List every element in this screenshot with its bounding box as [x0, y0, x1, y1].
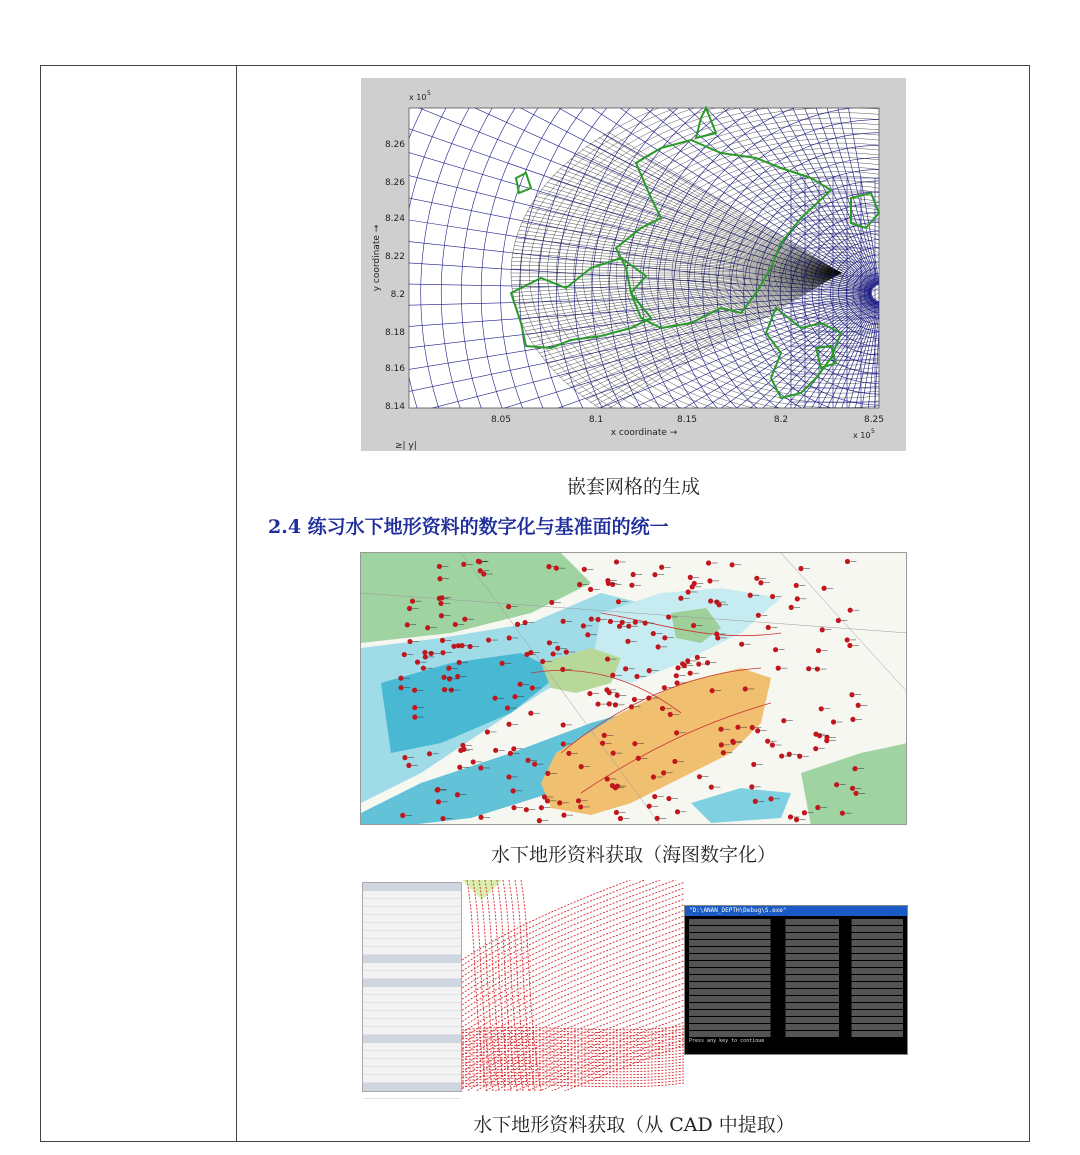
sounding-point: [743, 686, 748, 691]
sounding-point: [566, 751, 571, 756]
sounding-point: [668, 712, 673, 717]
sounding-point: [581, 623, 586, 628]
sounding-point: [471, 759, 476, 764]
sounding-point: [798, 566, 803, 571]
sounding-point: [856, 703, 861, 708]
sounding-point: [525, 758, 530, 763]
sounding-point: [493, 748, 498, 753]
sounding-point: [605, 656, 610, 661]
sounding-point: [717, 602, 722, 607]
sounding-point: [847, 643, 852, 648]
y-exponent-label: x 10: [409, 93, 427, 102]
sounding-point: [672, 759, 677, 764]
sounding-point: [427, 751, 432, 756]
sounding-point: [633, 620, 638, 625]
sounding-point: [831, 719, 836, 724]
sounding-point: [750, 725, 755, 730]
sounding-point: [795, 596, 800, 601]
sounding-point: [511, 746, 516, 751]
sounding-point: [528, 650, 533, 655]
sounding-point: [697, 774, 702, 779]
sounding-point: [440, 816, 445, 821]
sounding-point: [706, 560, 711, 565]
sounding-point: [768, 796, 773, 801]
sounding-point: [675, 809, 680, 814]
sounding-point: [436, 799, 441, 804]
sounding-point: [756, 613, 761, 618]
sounding-point: [506, 774, 511, 779]
sounding-point: [576, 798, 581, 803]
sounding-point: [773, 647, 778, 652]
sounding-point: [690, 584, 695, 589]
sounding-point: [511, 788, 516, 793]
sounding-point: [806, 666, 811, 671]
sounding-point: [478, 815, 483, 820]
sounding-point: [478, 765, 483, 770]
sounding-point: [813, 746, 818, 751]
sounding-point: [507, 635, 512, 640]
sounding-point: [600, 741, 605, 746]
sounding-point: [631, 572, 636, 577]
sounding-point: [422, 650, 427, 655]
terminal-window: [684, 905, 908, 1055]
sounding-point: [462, 617, 467, 622]
sounding-point: [524, 807, 529, 812]
sounding-point: [461, 562, 466, 567]
sounding-point: [680, 661, 685, 666]
sounding-point: [607, 701, 612, 706]
sounding-point: [437, 596, 442, 601]
sounding-point: [486, 637, 491, 642]
sounding-point: [802, 810, 807, 815]
sounding-point: [666, 614, 671, 619]
sounding-point: [537, 818, 542, 823]
sounding-point: [511, 805, 516, 810]
sounding-point: [604, 687, 609, 692]
sounding-point: [398, 676, 403, 681]
y-axis-label: y coordinate →: [372, 224, 382, 292]
sounding-point: [853, 791, 858, 796]
sounding-point: [755, 728, 760, 733]
terminal-row: [689, 926, 903, 932]
sounding-point: [730, 739, 735, 744]
sounding-point: [656, 644, 661, 649]
sounding-point: [819, 706, 824, 711]
sounding-point: [429, 651, 434, 656]
nautical-chart-figure: [360, 552, 907, 825]
sounding-point: [660, 706, 665, 711]
sounding-point: [652, 794, 657, 799]
terminal-row: [689, 996, 903, 1002]
x-axis-label: x coordinate →: [610, 428, 678, 438]
sounding-point: [816, 648, 821, 653]
sounding-point: [606, 581, 611, 586]
sounding-point: [451, 644, 456, 649]
x-tick-label: 8.25: [863, 415, 885, 425]
sounding-point: [610, 783, 615, 788]
sounding-point: [634, 674, 639, 679]
sounding-point: [415, 660, 420, 665]
sounding-point: [551, 651, 556, 656]
sounding-point: [407, 639, 412, 644]
figure2-caption: 水下地形资料获取（海图数字化）: [490, 844, 776, 866]
sounding-point: [625, 639, 630, 644]
sounding-point: [440, 650, 445, 655]
x-exponent-sup: 5: [871, 428, 875, 435]
sounding-point: [636, 756, 641, 761]
sounding-point: [405, 622, 410, 627]
sounding-point: [678, 596, 683, 601]
terminal-row: [689, 940, 903, 946]
sounding-point: [500, 661, 505, 666]
sounding-point: [402, 755, 407, 760]
sounding-point: [554, 566, 559, 571]
sounding-point: [605, 776, 610, 781]
sounding-point: [686, 589, 691, 594]
sounding-point: [685, 658, 690, 663]
sounding-point: [518, 682, 523, 687]
terminal-row: [689, 961, 903, 967]
sounding-point: [710, 688, 715, 693]
sounding-point: [561, 813, 566, 818]
sounding-point: [449, 687, 454, 692]
sounding-point: [651, 774, 656, 779]
terminal-titlebar: "D:\ANAN_DEPTH\Debug\S.exe": [685, 906, 907, 916]
sounding-point: [437, 564, 442, 569]
sounding-point: [614, 559, 619, 564]
sounding-point: [794, 817, 799, 822]
sounding-point: [421, 666, 426, 671]
y-exponent-sup: 5: [427, 90, 431, 97]
sounding-point: [412, 705, 417, 710]
sounding-point: [652, 572, 657, 577]
sounding-point: [666, 796, 671, 801]
y-tick-label: 8.18: [384, 328, 405, 338]
sounding-point: [578, 804, 583, 809]
sounding-point: [751, 762, 756, 767]
sounding-point: [547, 640, 552, 645]
sounding-point: [608, 619, 613, 624]
sounding-point: [446, 666, 451, 671]
sounding-point: [618, 816, 623, 821]
y-tick-label: 8.22: [384, 252, 405, 262]
sounding-point: [719, 742, 724, 747]
sounding-point: [459, 643, 464, 648]
sounding-point: [739, 642, 744, 647]
sounding-point: [655, 816, 660, 821]
sounding-point: [545, 798, 550, 803]
y-tick-label: 8.16: [384, 364, 405, 374]
sounding-point: [629, 704, 634, 709]
sounding-point: [629, 583, 634, 588]
table-column-divider: [236, 65, 237, 1142]
x-tick-label: 8.2: [773, 415, 789, 425]
sounding-point: [557, 800, 562, 805]
y-tick-label: 8.26: [384, 178, 405, 188]
sounding-point: [788, 814, 793, 819]
sounding-point: [840, 811, 845, 816]
sounding-point: [758, 580, 763, 585]
sounding-point: [766, 625, 771, 630]
y-tick-label: 8.24: [384, 214, 405, 224]
sounding-point: [852, 766, 857, 771]
sounding-point: [460, 743, 465, 748]
sounding-point: [423, 654, 428, 659]
sounding-point: [457, 660, 462, 665]
sounding-point: [675, 680, 680, 685]
sounding-point: [696, 661, 701, 666]
sounding-point: [398, 685, 403, 690]
sounding-point: [560, 667, 565, 672]
y-tick-label: 8.2: [390, 290, 405, 300]
terminal-row: [689, 947, 903, 953]
cad-drawing: [462, 880, 684, 1091]
sounding-point: [754, 576, 759, 581]
sounding-point: [822, 586, 827, 591]
terminal-row: [689, 954, 903, 960]
x-tick-label: 8.1: [588, 415, 604, 425]
sounding-point: [406, 763, 411, 768]
sounding-point: [540, 659, 545, 664]
sounding-point: [753, 799, 758, 804]
sounding-point: [834, 782, 839, 787]
sounding-point: [477, 559, 482, 564]
terminal-row: [689, 989, 903, 995]
sounding-point: [468, 644, 473, 649]
nested-grid-figure: [361, 78, 906, 451]
sounding-point: [561, 619, 566, 624]
sounding-point: [632, 741, 637, 746]
x-tick-label: 8.15: [676, 415, 698, 425]
sounding-point: [647, 804, 652, 809]
sounding-point: [705, 660, 710, 665]
sounding-point: [588, 587, 593, 592]
sounding-point: [617, 624, 622, 629]
sounding-point: [492, 696, 497, 701]
sounding-point: [813, 732, 818, 737]
terminal-row: [689, 919, 903, 925]
sounding-point: [506, 604, 511, 609]
sounding-point: [850, 786, 855, 791]
sounding-point: [478, 568, 483, 573]
sounding-point: [688, 671, 693, 676]
sounding-point: [770, 594, 775, 599]
sounding-point: [845, 559, 850, 564]
sounding-point: [651, 631, 656, 636]
sounding-point: [412, 715, 417, 720]
sounding-point: [455, 674, 460, 679]
terminal-row: [689, 933, 903, 939]
sounding-point: [530, 685, 535, 690]
sounding-point: [695, 655, 700, 660]
sounding-point: [647, 668, 652, 673]
sounding-point: [616, 599, 621, 604]
section-heading: 2.4 练习水下地形资料的数字化与基准面的统一: [268, 516, 669, 538]
sounding-point: [770, 742, 775, 747]
sounding-point: [765, 739, 770, 744]
sounding-point: [708, 598, 713, 603]
sounding-point: [506, 722, 511, 727]
x-tick-label: 8.05: [490, 415, 512, 425]
sounding-point: [440, 638, 445, 643]
sounding-point: [662, 685, 667, 690]
sounding-point: [549, 600, 554, 605]
terminal-row: [689, 1003, 903, 1009]
sounding-point: [589, 616, 594, 621]
sounding-point: [688, 575, 693, 580]
terminal-row: [689, 968, 903, 974]
sounding-point: [794, 583, 799, 588]
sounding-point: [505, 705, 510, 710]
sounding-point: [797, 754, 802, 759]
sounding-point: [561, 741, 566, 746]
terminal-output: [685, 916, 907, 1047]
sounding-point: [820, 627, 825, 632]
sounding-point: [614, 810, 619, 815]
sounding-point: [815, 666, 820, 671]
cad-properties-panel: [362, 882, 462, 1092]
sounding-point: [579, 764, 584, 769]
sounding-point: [545, 771, 550, 776]
sounding-point: [615, 693, 620, 698]
terminal-row: [689, 1024, 903, 1030]
sounding-point: [611, 751, 616, 756]
sounding-point: [718, 727, 723, 732]
sounding-point: [564, 649, 569, 654]
sounding-point: [715, 635, 720, 640]
sounding-point: [528, 711, 533, 716]
sounding-point: [721, 750, 726, 755]
sounding-point: [512, 694, 517, 699]
sounding-point: [749, 784, 754, 789]
sounding-point: [425, 625, 430, 630]
figure3-caption: 水下地形资料获取（从 CAD 中提取）: [473, 1114, 795, 1136]
sounding-point: [779, 753, 784, 758]
sounding-point: [610, 673, 615, 678]
sounding-point: [789, 605, 794, 610]
sounding-point: [815, 805, 820, 810]
sounding-point: [613, 702, 618, 707]
sounding-point: [439, 613, 444, 618]
sounding-point: [582, 567, 587, 572]
sounding-point: [515, 622, 520, 627]
sounding-point: [845, 637, 850, 642]
y-tick-label: 8.26: [384, 140, 405, 150]
sounding-point: [643, 620, 648, 625]
sounding-point: [776, 666, 781, 671]
sounding-point: [407, 606, 412, 611]
sounding-point: [410, 599, 415, 604]
sounding-point: [824, 738, 829, 743]
sounding-point: [730, 562, 735, 567]
sounding-point: [400, 813, 405, 818]
nautical-chart: [361, 553, 907, 825]
sounding-point: [596, 617, 601, 622]
x-exponent-label: x 10: [853, 431, 871, 440]
sounding-point: [546, 564, 551, 569]
sounding-point: [661, 770, 666, 775]
sounding-point: [532, 762, 537, 767]
sounding-point: [412, 688, 417, 693]
sounding-point: [615, 783, 620, 788]
sounding-point: [646, 695, 651, 700]
sounding-point: [691, 623, 696, 628]
terminal-row: [689, 1031, 903, 1037]
sounding-point: [453, 622, 458, 627]
sounding-point: [709, 784, 714, 789]
sounding-point: [836, 618, 841, 623]
sounding-point: [555, 646, 560, 651]
sounding-point: [585, 632, 590, 637]
sounding-point: [735, 725, 740, 730]
terminal-row: [689, 1017, 903, 1023]
sounding-point: [674, 673, 679, 678]
sounding-point: [674, 730, 679, 735]
sounding-point: [587, 691, 592, 696]
sounding-point: [781, 718, 786, 723]
nested-grid-plot: [361, 78, 906, 451]
figure-corner-label: ≥| y|: [395, 441, 417, 451]
sounding-point: [632, 697, 637, 702]
sounding-point: [485, 729, 490, 734]
terminal-row: [689, 1010, 903, 1016]
sounding-point: [623, 666, 628, 671]
sounding-point: [577, 582, 582, 587]
sounding-point: [849, 692, 854, 697]
sounding-point: [508, 751, 513, 756]
y-tick-label: 8.14: [384, 402, 405, 412]
figure1-caption: 嵌套网格的生成: [566, 476, 700, 498]
sounding-point: [602, 733, 607, 738]
sounding-point: [437, 576, 442, 581]
sounding-point: [457, 765, 462, 770]
sounding-point: [848, 608, 853, 613]
sounding-point: [675, 665, 680, 670]
sounding-point: [442, 687, 447, 692]
terminal-row: [689, 982, 903, 988]
sounding-point: [850, 717, 855, 722]
sounding-point: [441, 675, 446, 680]
sounding-point: [539, 805, 544, 810]
terminal-row: [689, 975, 903, 981]
sounding-point: [659, 565, 664, 570]
sounding-point: [748, 593, 753, 598]
sounding-point: [455, 792, 460, 797]
sounding-point: [662, 635, 667, 640]
sounding-point: [561, 722, 566, 727]
sounding-point: [707, 578, 712, 583]
sounding-point: [402, 652, 407, 657]
sounding-point: [435, 787, 440, 792]
terminal-footer: Press any key to continue: [689, 1038, 765, 1044]
sounding-point: [595, 701, 600, 706]
sounding-point: [438, 601, 443, 606]
